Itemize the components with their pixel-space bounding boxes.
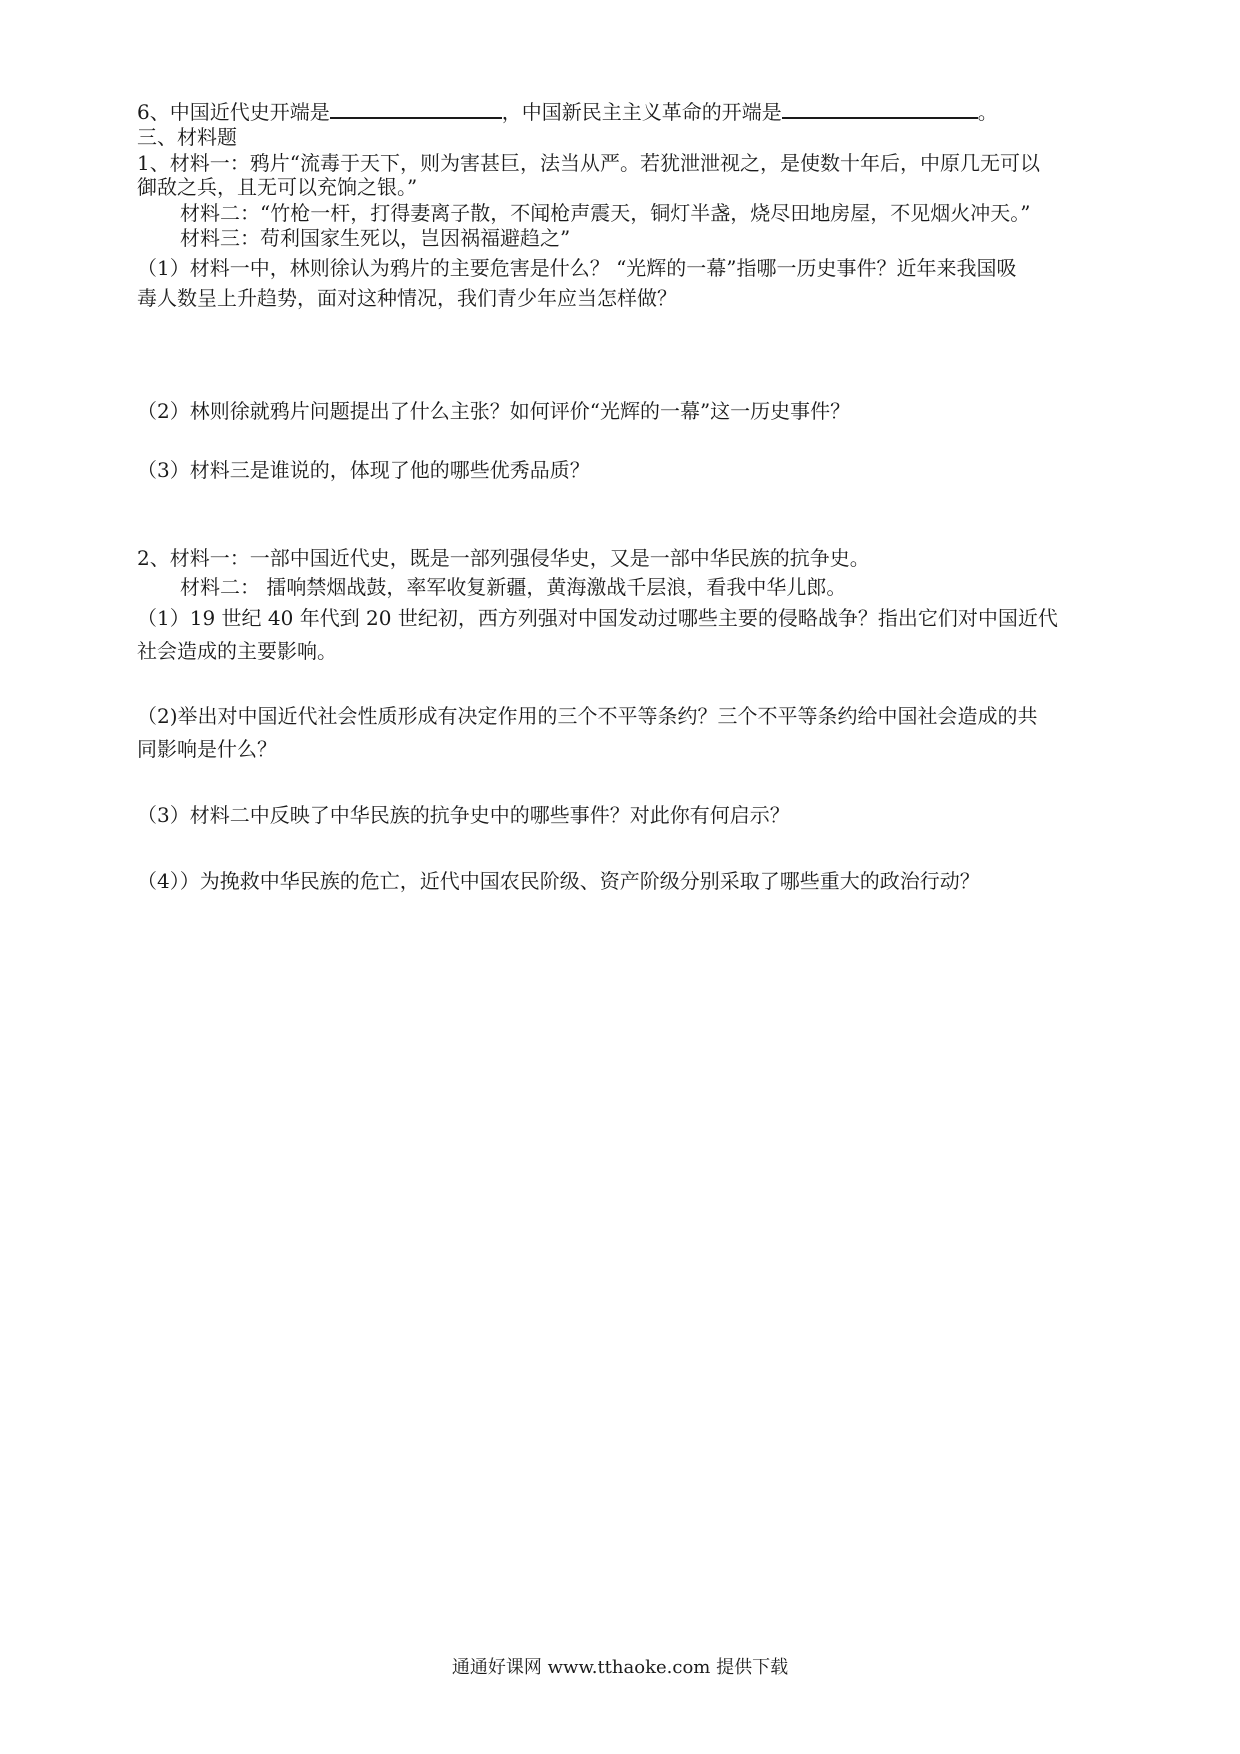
section-title: 三、材料题 (137, 125, 237, 149)
q2-sub2-line1: （2)举出对中国近代社会性质形成有决定作用的三个不平等条约？三个不平等条约给中国社会造成的共 (137, 704, 1038, 728)
q1-sub3: （3）材料三是谁说的，体现了他的哪些优秀品质？ (137, 458, 590, 482)
q2-sub1-line1: （1）19 世纪 40 年代到 20 世纪初，西方列强对中国发动过哪些主要的侵略战争？指出它们对中国近代 (137, 606, 1058, 630)
page-footer: 通通好课网 www.tthaoke.com 提供下载 (451, 1657, 789, 1678)
q1-material-3: 材料三：苟利国家生死以，岂因祸福避趋之” (180, 226, 571, 250)
q6-middle: ，中国新民主主义革命的开端是 (501, 100, 782, 124)
q2-sub3: （3）材料二中反映了中华民族的抗争史中的哪些事件？对此你有何启示？ (137, 803, 790, 827)
q1-sub1-line1: （1）材料一中，林则徐认为鸦片的主要危害是什么？ “光辉的一幕”指哪一历史事件？近年来我国吸 (137, 256, 1017, 280)
q1-sub2: （2）林则徐就鸦片问题提出了什么主张？如何评价“光辉的一幕”这一历史事件？ (137, 399, 851, 423)
q6-prefix: 6、中国近代史开端是 (137, 100, 330, 124)
q1-material-2: 材料二：“竹枪一杆，打得妻离子散，不闻枪声震天，铜灯半盏，烧尽田地房屋，不见烟火冲天。” (180, 201, 1031, 225)
q2-sub1-line2: 社会造成的主要影响。 (137, 639, 337, 663)
q1-material-1-line1: 1、材料一：鸦片“流毒于天下，则为害甚巨，法当从严。若犹泄泄视之，是使数十年后，中原几无可以 (137, 151, 1040, 175)
q1-sub1-line2: 毒人数呈上升趋势，面对这种情况，我们青少年应当怎样做？ (137, 286, 677, 310)
q2-material-1: 2、材料一：一部中国近代史，既是一部列强侵华史，又是一部中华民族的抗争史。 (137, 546, 870, 570)
question-6 (137, 99, 998, 125)
q1-material-1-line2: 御敌之兵，且无可以充饷之银。” (137, 175, 418, 199)
q6-suffix: 。 (977, 100, 998, 124)
q2-sub4: （4））为挽救中华民族的危亡，近代中国农民阶级、资产阶级分别采取了哪些重大的政治行动？ (137, 869, 980, 893)
q2-material-2: 材料二： 擂响禁烟战鼓，率军收复新疆，黄海激战千层浪，看我中华儿郎。 (180, 575, 847, 599)
answer-blank-2 (782, 99, 978, 119)
answer-blank-1 (330, 99, 502, 119)
q2-sub2-line2: 同影响是什么？ (137, 737, 277, 761)
